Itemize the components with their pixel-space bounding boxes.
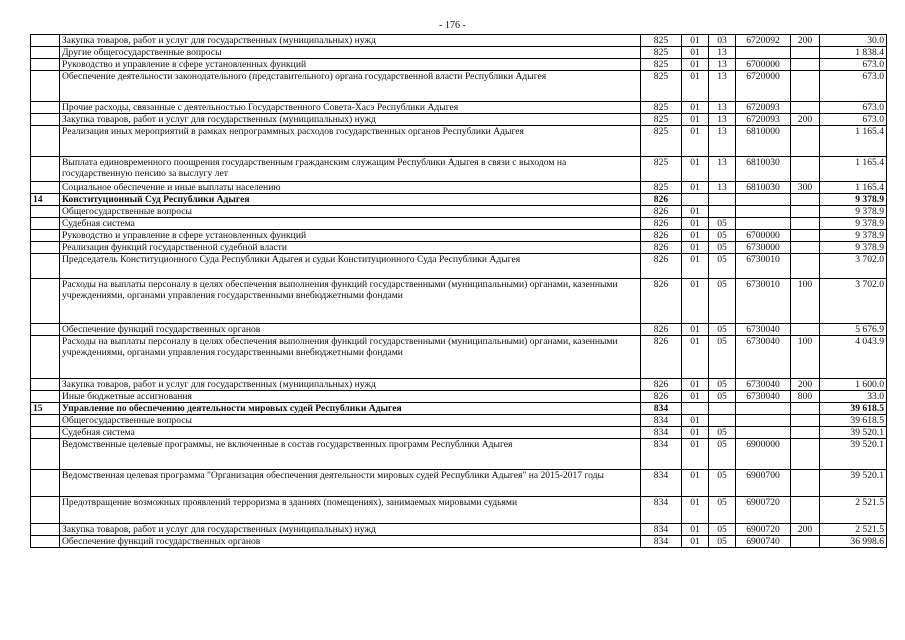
- target-article-code: 6810030: [736, 182, 791, 194]
- table-row: [31, 379, 887, 391]
- expense-type-code: 200: [791, 114, 820, 126]
- item-name: Реализация иных мероприятий в рамках непрограммных расходов государственных органов Республики Адыгея: [60, 126, 641, 157]
- subsection-code: 05: [709, 324, 736, 336]
- amount: 673.0: [820, 114, 887, 126]
- table-row: [31, 391, 887, 403]
- expense-type-code: 100: [791, 279, 820, 324]
- expense-type-code: [791, 403, 820, 415]
- page-number: - 176 -: [439, 20, 466, 31]
- dept-code: 834: [641, 427, 682, 439]
- section-code: 01: [682, 439, 709, 470]
- amount: 673.0: [820, 71, 887, 102]
- target-article-code: [736, 427, 791, 439]
- amount: 39 618.5: [820, 415, 887, 427]
- item-name: Управление по обеспечению деятельности мировых судей Республики Адыгея: [60, 403, 641, 415]
- subsection-code: 05: [709, 524, 736, 536]
- subsection-code: 13: [709, 59, 736, 71]
- item-name: Закупка товаров, работ и услуг для государственных (муниципальных) нужд: [60, 114, 641, 126]
- table-row: [31, 194, 887, 206]
- table-row: [31, 336, 887, 379]
- dept-code: 826: [641, 194, 682, 206]
- row-number: [31, 336, 60, 379]
- expense-type-code: 200: [791, 379, 820, 391]
- section-code: 01: [682, 497, 709, 524]
- section-code: 01: [682, 324, 709, 336]
- dept-code: 834: [641, 415, 682, 427]
- dept-code: 834: [641, 536, 682, 548]
- row-number: [31, 324, 60, 336]
- section-code: 01: [682, 71, 709, 102]
- amount: 33.0: [820, 391, 887, 403]
- item-name: Другие общегосударственные вопросы: [60, 47, 641, 59]
- item-name: Руководство и управление в сфере установленных функций: [60, 230, 641, 242]
- table-row: [31, 59, 887, 71]
- amount: 9 378.9: [820, 242, 887, 254]
- subsection-code: 05: [709, 379, 736, 391]
- target-article-code: 6720093: [736, 114, 791, 126]
- dept-code: 826: [641, 324, 682, 336]
- row-number: [31, 439, 60, 470]
- dept-code: 834: [641, 470, 682, 497]
- amount: 39 618.5: [820, 403, 887, 415]
- table-row: [31, 114, 887, 126]
- budget-table: [30, 34, 887, 548]
- section-code: 01: [682, 427, 709, 439]
- target-article-code: 6900720: [736, 497, 791, 524]
- subsection-code: 13: [709, 114, 736, 126]
- target-article-code: 6720000: [736, 71, 791, 102]
- target-article-code: 6900700: [736, 470, 791, 497]
- section-code: 01: [682, 536, 709, 548]
- section-code: 01: [682, 279, 709, 324]
- expense-type-code: 800: [791, 391, 820, 403]
- dept-code: 826: [641, 391, 682, 403]
- table-row: [31, 182, 887, 194]
- dept-code: 825: [641, 126, 682, 157]
- target-article-code: 6730040: [736, 391, 791, 403]
- item-name: Выплата единовременного поощрения государственным гражданским служащим Республики Адыгея в связи с выходом на государственную пенсию за выслугу лет: [60, 157, 641, 182]
- section-code: 01: [682, 524, 709, 536]
- expense-type-code: [791, 470, 820, 497]
- amount: 1 165.4: [820, 126, 887, 157]
- item-name: Ведомственные целевые программы, не включенные в состав государственных программ Республики Адыгея: [60, 439, 641, 470]
- row-number: [31, 497, 60, 524]
- row-number: [31, 279, 60, 324]
- expense-type-code: [791, 102, 820, 114]
- section-code: 01: [682, 470, 709, 497]
- amount: 1 165.4: [820, 182, 887, 194]
- item-name: Обеспечение деятельности законодательного (представительного) органа государственной власти Республики Адыгея: [60, 71, 641, 102]
- table-row: [31, 439, 887, 470]
- amount: 9 378.9: [820, 218, 887, 230]
- row-number: [31, 254, 60, 279]
- section-code: 01: [682, 157, 709, 182]
- table-row: [31, 403, 887, 415]
- table-row: [31, 324, 887, 336]
- row-number: [31, 427, 60, 439]
- item-name: Реализация функций государственной судебной власти: [60, 242, 641, 254]
- row-number: [31, 230, 60, 242]
- amount: 39 520.1: [820, 427, 887, 439]
- section-code: 01: [682, 254, 709, 279]
- row-number: [31, 47, 60, 59]
- section-code: 01: [682, 35, 709, 47]
- dept-code: 825: [641, 47, 682, 59]
- section-code: [682, 403, 709, 415]
- dept-code: 825: [641, 157, 682, 182]
- row-number: [31, 102, 60, 114]
- target-article-code: 6730000: [736, 242, 791, 254]
- dept-code: 826: [641, 279, 682, 324]
- amount: 39 520.1: [820, 470, 887, 497]
- subsection-code: 05: [709, 439, 736, 470]
- section-code: 01: [682, 242, 709, 254]
- item-name: Руководство и управление в сфере установленных функций: [60, 59, 641, 71]
- expense-type-code: [791, 230, 820, 242]
- row-number: [31, 536, 60, 548]
- row-number: [31, 126, 60, 157]
- subsection-code: 05: [709, 497, 736, 524]
- amount: 36 998.6: [820, 536, 887, 548]
- expense-type-code: 200: [791, 524, 820, 536]
- subsection-code: 13: [709, 47, 736, 59]
- amount: 3 702.0: [820, 254, 887, 279]
- section-code: 01: [682, 391, 709, 403]
- subsection-code: 13: [709, 71, 736, 102]
- subsection-code: 05: [709, 230, 736, 242]
- subsection-code: [709, 206, 736, 218]
- target-article-code: 6900740: [736, 536, 791, 548]
- table-row: [31, 497, 887, 524]
- subsection-code: 05: [709, 279, 736, 324]
- dept-code: 834: [641, 403, 682, 415]
- table-row: [31, 415, 887, 427]
- expense-type-code: [791, 194, 820, 206]
- expense-type-code: [791, 71, 820, 102]
- subsection-code: [709, 415, 736, 427]
- row-number: [31, 470, 60, 497]
- row-number: [31, 71, 60, 102]
- row-number: [31, 59, 60, 71]
- row-number: [31, 157, 60, 182]
- target-article-code: [736, 415, 791, 427]
- subsection-code: 05: [709, 218, 736, 230]
- section-code: 01: [682, 182, 709, 194]
- target-article-code: 6700000: [736, 59, 791, 71]
- subsection-code: [709, 403, 736, 415]
- target-article-code: [736, 194, 791, 206]
- expense-type-code: [791, 126, 820, 157]
- expense-type-code: [791, 206, 820, 218]
- target-article-code: [736, 47, 791, 59]
- row-number: [31, 182, 60, 194]
- subsection-code: 13: [709, 102, 736, 114]
- dept-code: 825: [641, 35, 682, 47]
- item-name: Обеспечение функций государственных органов: [60, 324, 641, 336]
- subsection-code: 05: [709, 336, 736, 379]
- table-row: [31, 536, 887, 548]
- subsection-code: 05: [709, 536, 736, 548]
- item-name: Расходы на выплаты персоналу в целях обеспечения выполнения функций государственными (муниципальными) органами, казенными учреждениями, органами управления государственными внебюджетными фондами: [60, 336, 641, 379]
- amount: 2 521.5: [820, 497, 887, 524]
- amount: 2 521.5: [820, 524, 887, 536]
- target-article-code: [736, 206, 791, 218]
- section-code: 01: [682, 59, 709, 71]
- section-code: 01: [682, 102, 709, 114]
- row-number: [31, 379, 60, 391]
- table-row: [31, 242, 887, 254]
- row-number: [31, 35, 60, 47]
- expense-type-code: [791, 415, 820, 427]
- amount: 1 838.4: [820, 47, 887, 59]
- table-row: [31, 524, 887, 536]
- expense-type-code: [791, 218, 820, 230]
- dept-code: 826: [641, 336, 682, 379]
- amount: 3 702.0: [820, 279, 887, 324]
- amount: 673.0: [820, 102, 887, 114]
- item-name: Ведомственная целевая программа "Организация обеспечения деятельности мировых судей Республики Адыгея" на 2015-2017 годы: [60, 470, 641, 497]
- table-row: [31, 102, 887, 114]
- row-number: [31, 206, 60, 218]
- target-article-code: 6810000: [736, 126, 791, 157]
- row-number: 15: [31, 403, 60, 415]
- item-name: Прочие расходы, связанные с деятельностью Государственного Совета-Хасэ Республики Адыгея: [60, 102, 641, 114]
- section-code: 01: [682, 206, 709, 218]
- row-number: [31, 218, 60, 230]
- section-code: 01: [682, 47, 709, 59]
- row-number: [31, 415, 60, 427]
- budget-table-body: [31, 35, 887, 548]
- dept-code: 826: [641, 254, 682, 279]
- section-code: 01: [682, 230, 709, 242]
- subsection-code: 13: [709, 157, 736, 182]
- dept-code: 825: [641, 182, 682, 194]
- table-row: [31, 279, 887, 324]
- target-article-code: 6730040: [736, 379, 791, 391]
- subsection-code: 05: [709, 427, 736, 439]
- expense-type-code: 300: [791, 182, 820, 194]
- target-article-code: 6900000: [736, 439, 791, 470]
- table-row: [31, 218, 887, 230]
- expense-type-code: [791, 324, 820, 336]
- amount: 4 043.9: [820, 336, 887, 379]
- amount: 673.0: [820, 59, 887, 71]
- table-row: [31, 157, 887, 182]
- expense-type-code: [791, 157, 820, 182]
- row-number: 14: [31, 194, 60, 206]
- item-name: Общегосударственные вопросы: [60, 206, 641, 218]
- amount: 1 600.0: [820, 379, 887, 391]
- subsection-code: 03: [709, 35, 736, 47]
- expense-type-code: [791, 254, 820, 279]
- amount: 1 165.4: [820, 157, 887, 182]
- target-article-code: 6730010: [736, 279, 791, 324]
- amount: 5 676.9: [820, 324, 887, 336]
- dept-code: 834: [641, 524, 682, 536]
- item-name: Конституционный Суд Республики Адыгея: [60, 194, 641, 206]
- section-code: 01: [682, 379, 709, 391]
- dept-code: 826: [641, 218, 682, 230]
- table-row: [31, 71, 887, 102]
- row-number: [31, 391, 60, 403]
- target-article-code: 6730040: [736, 336, 791, 379]
- subsection-code: 05: [709, 254, 736, 279]
- table-row: [31, 206, 887, 218]
- dept-code: 834: [641, 497, 682, 524]
- expense-type-code: [791, 439, 820, 470]
- dept-code: 825: [641, 102, 682, 114]
- section-code: 01: [682, 114, 709, 126]
- section-code: 01: [682, 336, 709, 379]
- subsection-code: 05: [709, 242, 736, 254]
- amount: 9 378.9: [820, 194, 887, 206]
- table-row: [31, 427, 887, 439]
- expense-type-code: [791, 47, 820, 59]
- item-name: Закупка товаров, работ и услуг для государственных (муниципальных) нужд: [60, 35, 641, 47]
- section-code: 01: [682, 415, 709, 427]
- amount: 39 520.1: [820, 439, 887, 470]
- item-name: Председатель Конституционного Суда Республики Адыгея и судьи Конституционного Суда Республики Адыгея: [60, 254, 641, 279]
- section-code: 01: [682, 218, 709, 230]
- dept-code: 826: [641, 206, 682, 218]
- item-name: Иные бюджетные ассигнования: [60, 391, 641, 403]
- dept-code: 825: [641, 114, 682, 126]
- expense-type-code: 200: [791, 35, 820, 47]
- dept-code: 834: [641, 439, 682, 470]
- dept-code: 825: [641, 59, 682, 71]
- target-article-code: [736, 218, 791, 230]
- dept-code: 826: [641, 242, 682, 254]
- subsection-code: 05: [709, 391, 736, 403]
- dept-code: 826: [641, 230, 682, 242]
- subsection-code: 13: [709, 182, 736, 194]
- section-code: 01: [682, 126, 709, 157]
- target-article-code: 6700000: [736, 230, 791, 242]
- target-article-code: 6900720: [736, 524, 791, 536]
- expense-type-code: [791, 536, 820, 548]
- item-name: Судебная система: [60, 218, 641, 230]
- amount: 9 378.9: [820, 206, 887, 218]
- item-name: Закупка товаров, работ и услуг для государственных (муниципальных) нужд: [60, 379, 641, 391]
- expense-type-code: [791, 59, 820, 71]
- section-code: [682, 194, 709, 206]
- item-name: Судебная система: [60, 427, 641, 439]
- row-number: [31, 242, 60, 254]
- table-row: [31, 470, 887, 497]
- target-article-code: 6730040: [736, 324, 791, 336]
- item-name: Обеспечение функций государственных органов: [60, 536, 641, 548]
- target-article-code: 6720092: [736, 35, 791, 47]
- dept-code: 826: [641, 379, 682, 391]
- expense-type-code: [791, 427, 820, 439]
- expense-type-code: [791, 497, 820, 524]
- item-name: Общегосударственные вопросы: [60, 415, 641, 427]
- table-row: [31, 47, 887, 59]
- target-article-code: 6730010: [736, 254, 791, 279]
- table-row: [31, 254, 887, 279]
- target-article-code: [736, 403, 791, 415]
- subsection-code: 05: [709, 470, 736, 497]
- subsection-code: [709, 194, 736, 206]
- row-number: [31, 524, 60, 536]
- item-name: Предотвращение возможных проявлений терроризма в зданиях (помещениях), занимаемых мировыми судьями: [60, 497, 641, 524]
- dept-code: 825: [641, 71, 682, 102]
- item-name: Закупка товаров, работ и услуг для государственных (муниципальных) нужд: [60, 524, 641, 536]
- table-row: [31, 126, 887, 157]
- row-number: [31, 114, 60, 126]
- target-article-code: 6810030: [736, 157, 791, 182]
- amount: 30.0: [820, 35, 887, 47]
- item-name: Расходы на выплаты персоналу в целях обеспечения выполнения функций государственными (муниципальными) органами, казенными учреждениями, органами управления государственными внебюджетными фондами: [60, 279, 641, 324]
- table-row: [31, 35, 887, 47]
- expense-type-code: 100: [791, 336, 820, 379]
- expense-type-code: [791, 242, 820, 254]
- item-name: Социальное обеспечение и иные выплаты населению: [60, 182, 641, 194]
- subsection-code: 13: [709, 126, 736, 157]
- table-row: [31, 230, 887, 242]
- target-article-code: 6720093: [736, 102, 791, 114]
- amount: 9 378.9: [820, 230, 887, 242]
